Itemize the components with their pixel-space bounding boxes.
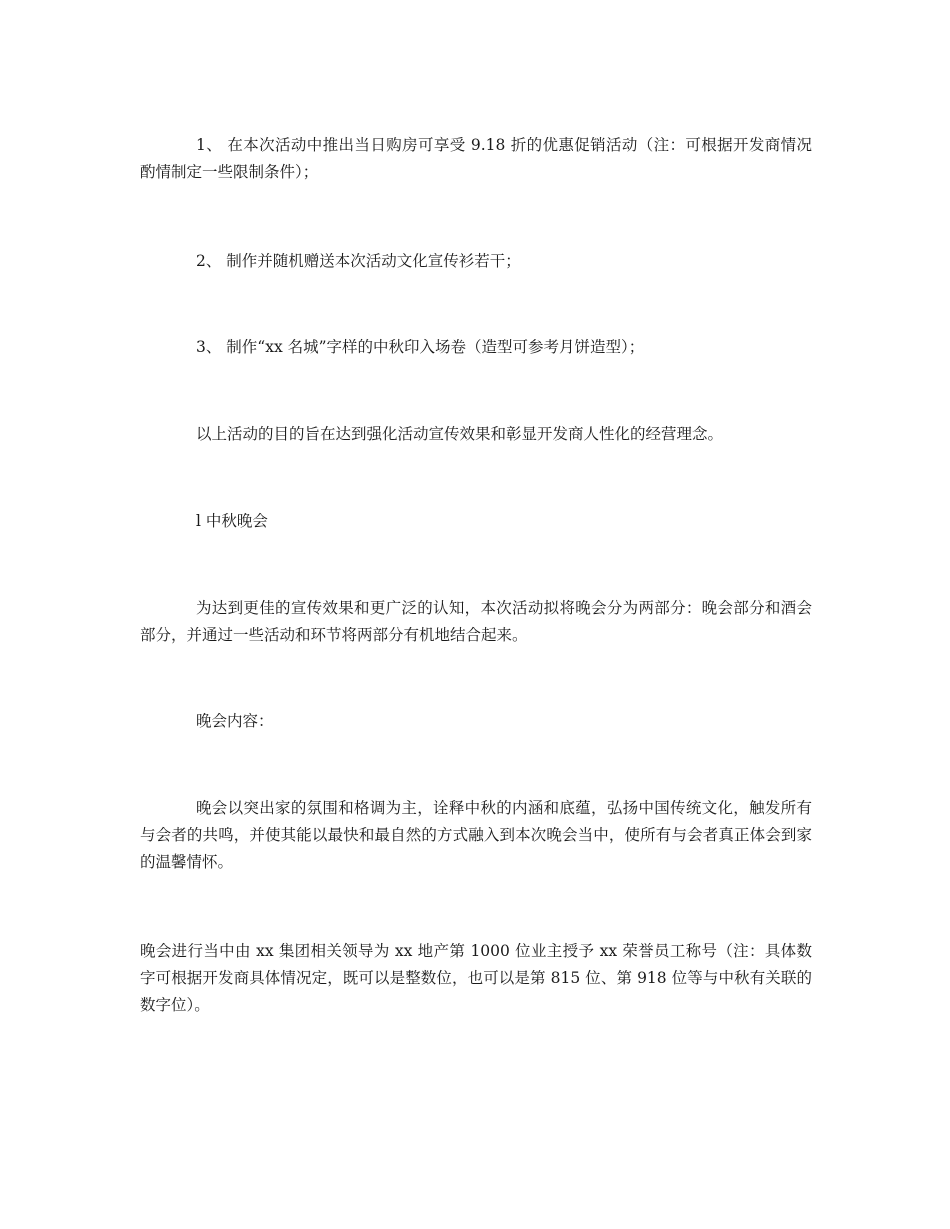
- list-item-3: 3、 制作“xx 名城”字样的中秋印入场卷（造型可参考月饼造型）；: [196, 338, 645, 356]
- content-heading: 晚会内容：: [196, 712, 274, 730]
- gala-intro-paragraph: 为达到更佳的宣传效果和更广泛的认知，本次活动拟将晚会分为两部分：晚会部分和酒会部分，并通过一些活动和环节将两部分有机地结合起来。: [140, 599, 812, 644]
- list-item-1: 1、 在本次活动中推出当日购房可享受 9.18 折的优惠促销活动（注：可根据开发商情况酌情制定一些限制条件）；: [140, 136, 812, 181]
- gala-theme-paragraph: 晚会以突出家的氛围和格调为主，诠释中秋的内涵和底蕴，弘扬中国传统文化，触发所有与会者的共鸣，并使其能以最快和最自然的方式融入到本次晚会当中，使所有与会者真正体会到家的温馨情怀。: [140, 799, 812, 871]
- section-heading: l 中秋晚会: [196, 512, 268, 530]
- purpose-paragraph: 以上活动的目的旨在达到强化活动宣传效果和彰显开发商人性化的经营理念。: [196, 425, 724, 443]
- list-item-2: 2、 制作并随机赠送本次活动文化宣传衫若干；: [196, 252, 521, 270]
- award-paragraph: 晚会进行当中由 xx 集团相关领导为 xx 地产第 1000 位业主授予 xx 荣誉员工称号（注：具体数字可根据开发商具体情况定，既可以是整数位，也可以是第 815 位、第 918 位等与中秋有关联的数字位）。: [140, 942, 812, 1014]
